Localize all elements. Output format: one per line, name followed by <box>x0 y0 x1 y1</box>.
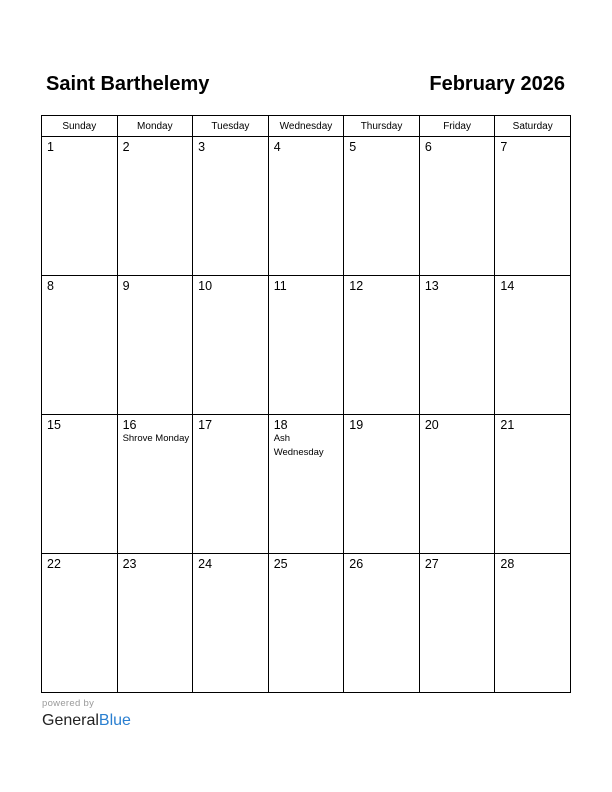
day-cell <box>42 415 118 554</box>
day-cell <box>419 554 495 693</box>
day-cell <box>268 415 344 554</box>
day-cell <box>268 276 344 415</box>
day-cell <box>117 415 193 554</box>
day-number: 23 <box>122 557 137 571</box>
day-number: 22 <box>47 557 61 571</box>
week-row <box>42 276 571 415</box>
day-cell <box>42 554 118 693</box>
weekday-header: Wednesday <box>268 116 344 137</box>
weekday-header-row <box>42 116 571 137</box>
day-number: 7 <box>500 140 508 154</box>
day-number: 1 <box>47 140 54 154</box>
day-cell <box>42 276 118 415</box>
day-number: 18 <box>273 418 288 432</box>
day-cell <box>495 276 571 415</box>
day-cell <box>344 554 420 693</box>
calendar-grid <box>41 115 571 693</box>
day-cell <box>117 554 193 693</box>
day-cell <box>419 415 495 554</box>
event-label: Shrove Monday <box>122 433 190 444</box>
day-number: 26 <box>349 557 364 571</box>
weekday-header: Saturday <box>495 116 571 137</box>
week-row <box>42 415 571 554</box>
day-number: 5 <box>349 140 357 154</box>
weekday-header: Monday <box>117 116 193 137</box>
day-number: 13 <box>424 279 439 293</box>
day-cell <box>193 415 269 554</box>
logo-text-blue: Blue <box>98 712 131 729</box>
day-number: 2 <box>122 140 130 154</box>
week-row <box>42 137 571 276</box>
weekday-header: Tuesday <box>193 116 269 137</box>
day-number: 12 <box>349 279 364 293</box>
powered-by-label: powered by <box>42 698 95 709</box>
day-cell <box>193 554 269 693</box>
day-number: 15 <box>47 418 61 432</box>
logo-text-general: General <box>42 712 99 729</box>
day-number: 3 <box>198 140 206 154</box>
day-number: 24 <box>198 557 213 571</box>
day-number: 6 <box>424 140 432 154</box>
day-number: 25 <box>273 557 288 571</box>
day-number: 8 <box>47 279 54 293</box>
day-number: 19 <box>349 418 364 432</box>
day-cell <box>117 276 193 415</box>
day-cell <box>268 137 344 276</box>
generalblue-logo[interactable] <box>42 711 131 731</box>
day-cell <box>42 137 118 276</box>
day-cell <box>344 137 420 276</box>
day-cell <box>495 554 571 693</box>
day-cell <box>193 137 269 276</box>
day-number: 20 <box>424 418 439 432</box>
footer-branding <box>42 698 131 731</box>
day-number: 21 <box>500 418 515 432</box>
day-cell <box>344 276 420 415</box>
weekday-header: Sunday <box>42 116 118 137</box>
day-number: 10 <box>198 279 213 293</box>
day-number: 27 <box>424 557 439 571</box>
day-number: 9 <box>122 279 130 293</box>
day-number: 11 <box>273 279 287 293</box>
event-label: Ash Wednesday <box>273 433 324 458</box>
weekday-header: Thursday <box>344 116 420 137</box>
day-cell <box>268 554 344 693</box>
day-cell <box>419 276 495 415</box>
day-cell <box>344 415 420 554</box>
day-cell <box>495 415 571 554</box>
day-number: 28 <box>500 557 515 571</box>
day-cell <box>117 137 193 276</box>
calendar-month-title: February 2026 <box>429 73 565 95</box>
day-cell <box>495 137 571 276</box>
day-number: 14 <box>500 279 515 293</box>
day-number: 17 <box>198 418 213 432</box>
weekday-header: Friday <box>419 116 495 137</box>
day-cell <box>193 276 269 415</box>
day-cell <box>419 137 495 276</box>
day-number: 4 <box>273 140 281 154</box>
day-number: 16 <box>122 418 137 432</box>
calendar-region-title: Saint Barthelemy <box>46 73 210 95</box>
week-row <box>42 554 571 693</box>
